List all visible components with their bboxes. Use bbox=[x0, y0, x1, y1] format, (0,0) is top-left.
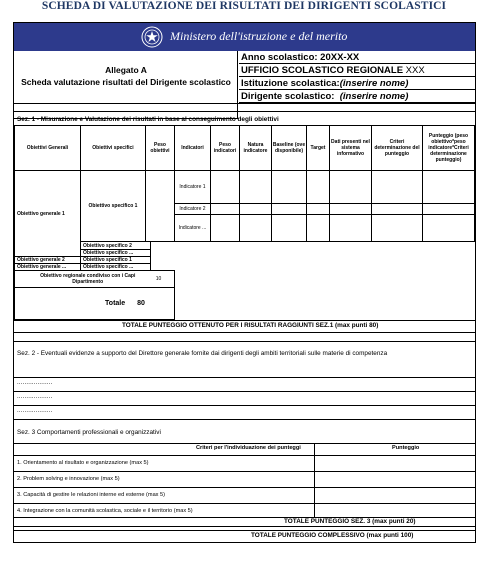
indicatore-2: Indicatore 2 bbox=[174, 203, 211, 215]
col-header-obiettivi-specifici: Obiettivi specifici bbox=[80, 125, 146, 171]
divider bbox=[14, 103, 475, 104]
istituzione-label: Istituzione scolastica: bbox=[241, 78, 340, 89]
ufficio-value[interactable]: XXX bbox=[405, 65, 425, 76]
table-cell[interactable] bbox=[422, 170, 475, 204]
divider bbox=[14, 419, 475, 420]
dirigente-value[interactable]: (inserire nome) bbox=[339, 91, 409, 102]
table-cell[interactable] bbox=[422, 214, 475, 242]
table-cell[interactable] bbox=[371, 214, 423, 242]
dirigente-label: Dirigente scolastico: bbox=[241, 91, 335, 102]
criterio-3: 3. Capacità di gestire le relazioni interne ed esterne (max 5) bbox=[17, 492, 165, 498]
ministry-banner bbox=[14, 23, 475, 51]
obiettivo-regionale-label: Obiettivo regionale condiviso con i Capi Dipartimento bbox=[40, 273, 136, 285]
col-header-natura-indicatore: Natura indicatore bbox=[239, 125, 272, 171]
allegato-label: Allegato A bbox=[105, 65, 147, 75]
divider bbox=[14, 320, 475, 321]
sec2-line-3[interactable]: ................... bbox=[17, 408, 53, 414]
page-title: SCHEDA DI VALUTAZIONE DEI RISULTATI DEI DIRIGENTI SCOLASTICI bbox=[41, 0, 447, 12]
obiettivo-specifico-dots-b: Obiettivo specifico ... bbox=[80, 263, 151, 271]
table-cell[interactable] bbox=[371, 170, 423, 204]
table-cell[interactable] bbox=[271, 214, 307, 242]
totale-complessivo: TOTALE PUNTEGGIO COMPLESSIVO (max punti 100) bbox=[251, 532, 414, 539]
col-header-obiettivi-generali: Obiettivi Generali bbox=[14, 125, 81, 171]
obiettivo-specifico-1b: Obiettivo specifico 1 bbox=[80, 256, 151, 264]
divider bbox=[14, 111, 475, 112]
sec2-line-1[interactable]: ................... bbox=[17, 380, 53, 386]
obiettivo-regionale bbox=[14, 270, 175, 288]
col-header-peso-obiettivi: Peso obiettivi bbox=[145, 125, 175, 171]
ufficio-row bbox=[239, 64, 475, 77]
divider bbox=[14, 405, 475, 406]
indicatore-1: Indicatore 1 bbox=[174, 170, 211, 204]
table-cell[interactable] bbox=[306, 170, 330, 204]
indicatore-dots: Indicatore ... bbox=[174, 214, 211, 242]
table-cell[interactable] bbox=[329, 214, 372, 242]
istituzione-row bbox=[239, 77, 475, 90]
divider bbox=[314, 443, 315, 517]
divider bbox=[14, 503, 475, 504]
divider bbox=[14, 526, 475, 527]
sec2-line-2[interactable]: ................... bbox=[17, 394, 53, 400]
sec1-title: Sez. 1 - Misurazione e Valutazione dei risultati in base al conseguimento degli obiettivi bbox=[17, 116, 279, 123]
col-header-target: Target bbox=[306, 125, 330, 171]
divider bbox=[14, 455, 475, 456]
divider bbox=[14, 530, 475, 531]
col-header-indicatori: Indicatori bbox=[174, 125, 211, 171]
obiettivo-generale-dots: Obiettivo generale ... bbox=[14, 263, 81, 271]
col-header-dati-sistema: Dati presenti nel sistema informativo bbox=[329, 125, 372, 171]
col-header-punteggio: Punteggio (peso obiettivo*peso indicatore*Criteri determinazione punteggio) bbox=[422, 125, 475, 171]
table-cell[interactable] bbox=[306, 214, 330, 242]
sec3-totale: TOTALE PUNTEGGIO SEZ. 3 (max punti 20) bbox=[284, 518, 416, 525]
divider bbox=[14, 332, 475, 333]
criterio-1: 1. Orientamento al risultato e organizzazione (max 5) bbox=[17, 460, 149, 466]
col-header-criteri: Criteri determinazione del punteggio bbox=[371, 125, 423, 171]
col-header-peso-indicatori: Peso indicatori bbox=[210, 125, 240, 171]
table-cell[interactable] bbox=[239, 170, 272, 204]
ministry-name: Ministero dell'istruzione e del merito bbox=[170, 29, 348, 43]
peso-obiettivo-cell[interactable] bbox=[145, 170, 175, 242]
obiettivo-specifico-1: Obiettivo specifico 1 bbox=[80, 170, 146, 242]
divider bbox=[174, 271, 175, 320]
istituzione-value[interactable]: (inserire nome) bbox=[339, 78, 409, 89]
criterio-2: 2. Problem solving e innovazione (max 5) bbox=[17, 476, 120, 482]
divider bbox=[14, 471, 475, 472]
republic-emblem-icon bbox=[141, 26, 163, 48]
obiettivo-regionale-peso: 10 bbox=[155, 276, 162, 282]
dirigente-row bbox=[239, 90, 475, 103]
obiettivo-generale-1: Obiettivo generale 1 bbox=[14, 170, 81, 257]
table-cell[interactable] bbox=[271, 170, 307, 204]
table-cell[interactable] bbox=[239, 214, 272, 242]
criterio-4: 4. Integrazione con la comunità scolastica, sociale e il territorio (max 5) bbox=[17, 508, 193, 514]
anno-scolastico-label: Anno scolastico: 20XX-XX bbox=[241, 52, 360, 63]
sec2-title: Sez. 2 - Eventuali evidenze a supporto del Direttore generale fornite dai dirigenti degli ambiti territoriali sulle materie di competenza bbox=[17, 350, 388, 357]
obiettivo-specifico-2: Obiettivo specifico 2 bbox=[80, 241, 151, 250]
divider bbox=[14, 391, 475, 392]
form-subtitle: Scheda valutazione risultati del Dirigente scolastico bbox=[21, 77, 231, 87]
sec3-title: Sez. 3 Comportamenti professionali e organizzativi bbox=[17, 429, 161, 436]
sec1-totale-punteggio: TOTALE PUNTEGGIO OTTENUTO PER I RISULTATI RAGGIUNTI SEZ.1 (max punti 80) bbox=[122, 322, 379, 329]
header-left-box bbox=[14, 51, 238, 119]
evaluation-form bbox=[13, 22, 476, 543]
anno-scolastico-row bbox=[239, 51, 475, 64]
sec3-col-punteggio: Punteggio bbox=[392, 445, 420, 451]
obiettivo-specifico-dots: Obiettivo specifico ... bbox=[80, 249, 151, 257]
totale-row bbox=[14, 287, 175, 320]
totale-value: 80 bbox=[137, 299, 145, 307]
table-cell[interactable] bbox=[210, 214, 240, 242]
table-cell[interactable] bbox=[210, 170, 240, 204]
sec3-col-criteri: Criteri per l'individuazione dei punteggi bbox=[196, 445, 301, 451]
totale-label: Totale bbox=[105, 299, 126, 307]
divider bbox=[14, 487, 475, 488]
divider bbox=[14, 377, 475, 378]
divider bbox=[14, 443, 475, 444]
ufficio-label: UFFICIO SCOLASTICO REGIONALE bbox=[241, 65, 404, 76]
divider bbox=[14, 341, 475, 342]
table-cell[interactable] bbox=[329, 170, 372, 204]
obiettivo-generale-2: Obiettivo generale 2 bbox=[14, 256, 81, 264]
col-header-baseline: Baseline (ove disponibile) bbox=[271, 125, 307, 171]
